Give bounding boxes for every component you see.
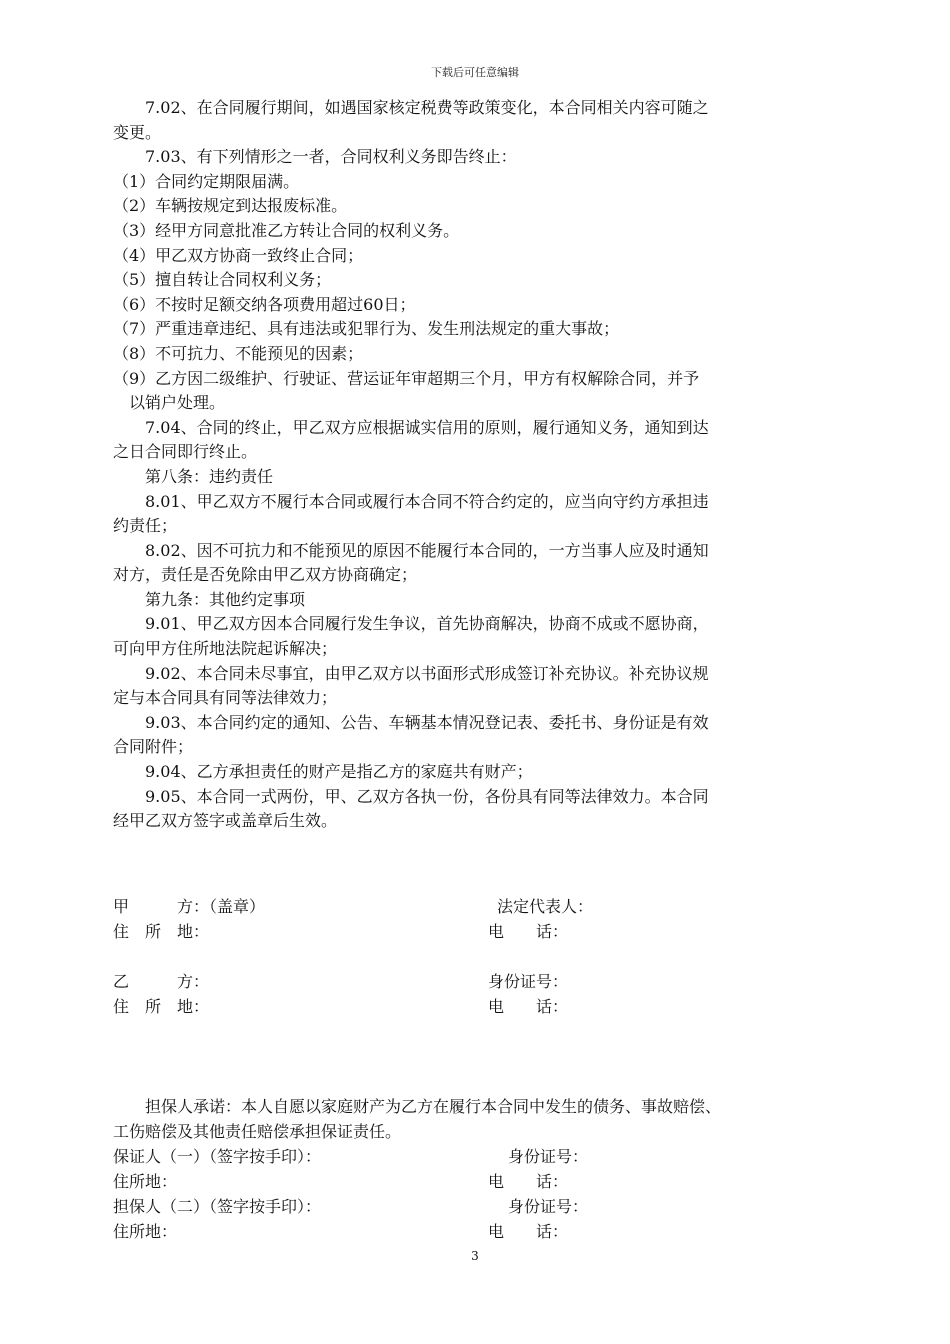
paragraph-line: 约责任；	[113, 516, 178, 536]
list-item: （9）乙方因二级维护、行驶证、营运证年审超期三个月，甲方有权解除合同，并予	[113, 368, 700, 388]
paragraph-line: 8.02、因不可抗力和不能预见的原因不能履行本合同的，一方当事人应及时通知	[113, 540, 709, 560]
paragraph-line: 合同附件；	[113, 737, 194, 757]
section-heading: 第八条：违约责任	[113, 466, 274, 486]
guarantee-statement-line: 担保人承诺：本人自愿以家庭财产为乙方在履行本合同中发生的债务、事故赔偿、	[113, 1097, 722, 1116]
guarantor-2-address-label: 住所地：	[113, 1222, 178, 1241]
guarantor-2-label: 担保人（二）（签字按手印）：	[113, 1197, 322, 1216]
guarantor-1-id-label: 身份证号：	[508, 1147, 589, 1166]
list-item: （6）不按时足额交纳各项费用超过60日；	[113, 294, 416, 314]
paragraph-line: 可向甲方住所地法院起诉解决；	[113, 639, 338, 659]
list-item: （7）严重违章违纪、具有违法或犯罪行为、发生刑法规定的重大事故；	[113, 319, 620, 339]
paragraph-line: 7.04、合同的终止，甲乙双方应根据诚实信用的原则，履行通知义务，通知到达	[113, 417, 709, 437]
paragraph-line: 9.01、甲乙双方因本合同履行发生争议，首先协商解决，协商不成或不愿协商，	[113, 614, 709, 634]
contract-body	[113, 96, 839, 834]
list-item: （2）车辆按规定到达报废标准。	[113, 196, 348, 216]
list-item: 以销户处理。	[113, 393, 226, 413]
party-b-address-label: 住 所 地：	[113, 997, 210, 1016]
paragraph-line: 经甲乙双方签字或盖章后生效。	[113, 811, 338, 831]
party-b-id-label: 身份证号：	[488, 972, 569, 991]
paragraph-line: 定与本合同具有同等法律效力；	[113, 688, 338, 708]
list-item: （4）甲乙双方协商一致终止合同；	[113, 245, 364, 265]
paragraph-line: 9.04、乙方承担责任的财产是指乙方的家庭共有财产；	[113, 762, 533, 782]
party-a-address-label: 住 所 地：	[113, 922, 210, 941]
section-heading: 第九条：其他约定事项	[113, 589, 306, 609]
list-item: （5）擅自转让合同权利义务；	[113, 270, 332, 290]
paragraph-line: 8.01、甲乙双方不履行本合同或履行本合同不符合约定的，应当向守约方承担违	[113, 491, 709, 511]
list-item: （3）经甲方同意批准乙方转让合同的权利义务。	[113, 220, 460, 240]
guarantor-1-label: 保证人（一）（签字按手印）：	[113, 1147, 322, 1166]
list-item: （1）合同约定期限届满。	[113, 171, 300, 191]
guarantor-1-phone-label: 电 话：	[488, 1172, 569, 1191]
guarantee-statement-line: 工伤赔偿及其他责任赔偿承担保证责任。	[113, 1122, 402, 1141]
paragraph-line: 对方，责任是否免除由甲乙双方协商确定；	[113, 565, 418, 585]
page-number: 3	[471, 1249, 479, 1263]
legal-representative-label: 法定代表人：	[497, 897, 594, 916]
guarantor-2-id-label: 身份证号：	[508, 1197, 589, 1216]
page-header: 下载后可任意编辑	[431, 66, 519, 79]
paragraph-line: 9.02、本合同未尽事宜，由甲乙双方以书面形式形成签订补充协议。补充协议规	[113, 663, 709, 683]
party-b-phone-label: 电 话：	[488, 997, 569, 1016]
paragraph-line: 7.03、有下列情形之一者，合同权利义务即告终止：	[113, 147, 517, 167]
guarantor-1-address-label: 住所地：	[113, 1172, 178, 1191]
guarantor-2-phone-label: 电 话：	[488, 1222, 569, 1241]
party-a-label: 甲 方：（盖章）	[113, 897, 266, 916]
paragraph-line: 之日合同即行终止。	[113, 442, 258, 462]
paragraph-line: 9.03、本合同约定的通知、公告、车辆基本情况登记表、委托书、身份证是有效	[113, 712, 709, 732]
list-item: （8）不可抗力、不能预见的因素；	[113, 343, 364, 363]
paragraph-line: 9.05、本合同一式两份，甲、乙双方各执一份，各份具有同等法律效力。本合同	[113, 786, 709, 806]
party-b-label: 乙 方：	[113, 972, 210, 991]
party-a-phone-label: 电 话：	[488, 922, 569, 941]
paragraph-line: 7.02、在合同履行期间，如遇国家核定税费等政策变化，本合同相关内容可随之	[113, 98, 709, 117]
paragraph-line: 变更。	[113, 122, 162, 142]
